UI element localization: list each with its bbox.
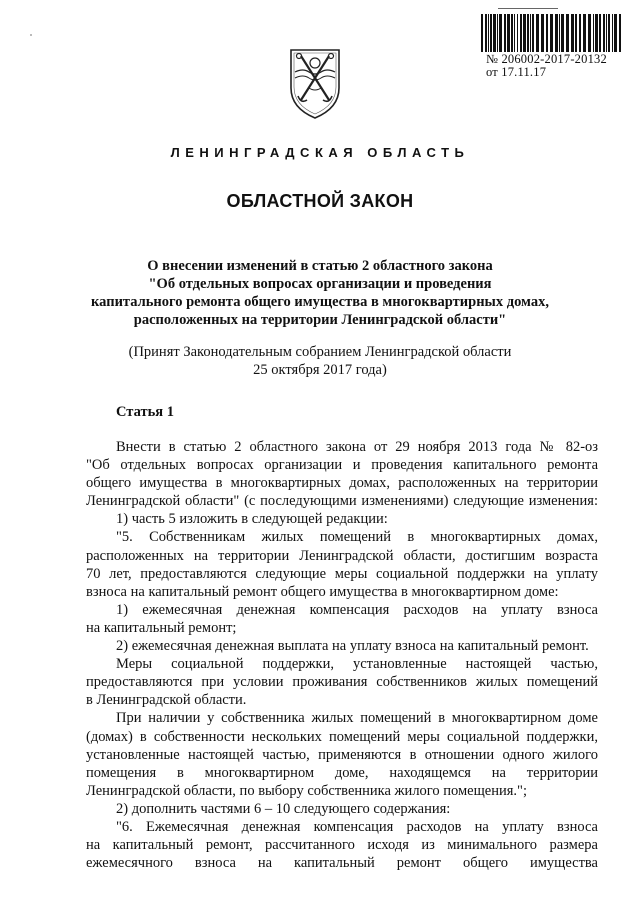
region-name: ЛЕНИНГРАДСКАЯ ОБЛАСТЬ <box>170 145 470 160</box>
registration-stamp <box>486 53 607 79</box>
body-line: "Об отдельных вопросах организации и проведения капитального ремонта <box>86 457 598 474</box>
body-line: общего имущества в многоквартирных домах, расположенных на территории <box>86 475 598 492</box>
title-line: О внесении изменений в статью 2 областного закона <box>147 258 493 274</box>
body-line: 2) дополнить частями 6 – 10 следующего содержания: <box>116 800 451 817</box>
article-body <box>86 438 598 872</box>
body-line: "6. Ежемесячная денежная компенсация расходов на уплату взноса <box>116 818 598 835</box>
body-line: установленные настоящей частью, применяются в отношении одного жилого <box>86 746 598 763</box>
body-line: помещения в многоквартирном доме, находящемся на территории <box>86 764 598 781</box>
coat-of-arms-icon <box>285 42 345 122</box>
body-line: (домах) в собственности нескольких помещений меры социальной поддержки, <box>86 728 598 745</box>
body-line: Ленинградской области" (с последующими изменениями) следующие изменения: <box>86 493 598 510</box>
title-line: "Об отдельных вопросах организации и проведения <box>148 276 492 292</box>
adoption-note <box>0 343 640 379</box>
body-line: на капитальный ремонт, рассчитанного исходя из минимального размера <box>86 837 598 854</box>
document-type: ОБЛАСТНОЙ ЗАКОН <box>226 191 414 211</box>
body-line: на капитальный ремонт; <box>86 619 237 636</box>
body-line: При наличии у собственника жилых помещений в многоквартирном доме <box>116 710 598 727</box>
scan-speck <box>30 34 32 36</box>
body-line: 1) часть 5 изложить в следующей редакции: <box>116 511 388 528</box>
body-line: "5. Собственникам жилых помещений в многоквартирных домах, <box>116 529 598 546</box>
body-line: в Ленинградской области. <box>86 692 247 709</box>
body-line: Ленинградской области, по выбору собственника жилого помещения."; <box>86 782 527 799</box>
barcode-icon <box>481 14 621 52</box>
body-line: 2) ежемесячная денежная выплата на уплату взноса на капитальный ремонт. <box>116 638 589 655</box>
body-line: взноса на капитальный ремонт общего имущества в многоквартирном доме: <box>86 583 559 600</box>
title-line: капитального ремонта общего имущества в многоквартирных домах, <box>91 294 549 310</box>
body-line: ежемесячного взноса на капитальный ремонт общего имущества <box>86 855 598 872</box>
registration-number: № 206002-2017-20132 <box>486 52 607 66</box>
article-heading: Статья 1 <box>116 404 174 420</box>
body-line: Внести в статью 2 областного закона от 29 ноября 2013 года № 82-оз <box>116 439 598 455</box>
body-line: Меры социальной поддержки, установленные настоящей частью, <box>116 656 598 673</box>
body-line: расположенных на территории Ленинградской области, достигшим возраста <box>86 547 598 564</box>
barcode-rule <box>498 8 558 9</box>
title-line: расположенных на территории Ленинградской области" <box>133 312 507 328</box>
body-line: 1) ежемесячная денежная компенсация расходов на уплату взноса <box>116 601 598 618</box>
body-line: 70 лет, предоставляются следующие меры социальной поддержки на уплату <box>86 565 598 582</box>
body-line: предоставляются при условии проживания собственников жилых помещений <box>86 674 598 691</box>
adoption-line: 25 октября 2017 года) <box>253 362 387 378</box>
adoption-line: (Принят Законодательным собранием Ленинградской области <box>128 344 512 360</box>
registration-date: от 17.11.17 <box>486 65 547 79</box>
law-title <box>0 257 640 329</box>
